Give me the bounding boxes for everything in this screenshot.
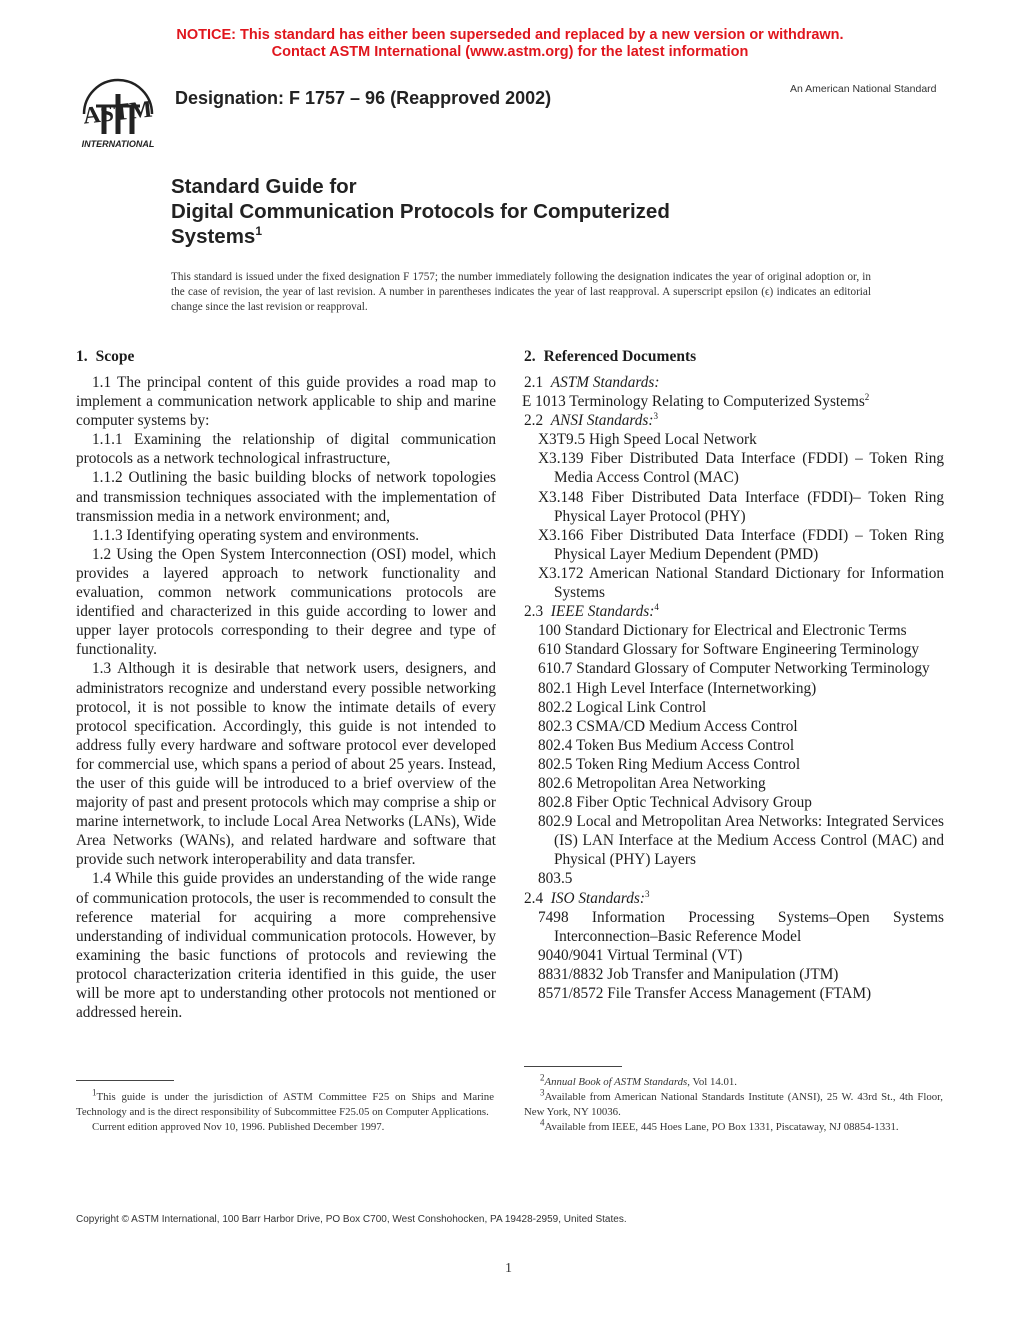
ref-item: X3.166 Fiber Distributed Data Interface (FDDI) – Token Ring Physical Layer Medium Dependent (PMD) (538, 526, 944, 563)
footnote-1-mark: 1 (92, 1087, 97, 1098)
iso-label: ISO Standards: (550, 889, 645, 907)
ref-item: 610 Standard Glossary for Software Engineering Terminology (538, 641, 919, 659)
notice-line-1: NOTICE: This standard has either been superseded and replaced by a new version or withdrawn. (176, 27, 844, 43)
footnote-1-text: This guide is under the jurisdiction of ASTM Committee F25 on Ships and Marine Technology and is the direct responsibility of Subcommittee F25.05 on Computer Applications. (76, 1091, 494, 1118)
title-line-3-text: Systems (171, 225, 256, 248)
scope-heading (76, 347, 496, 367)
document-title (171, 174, 871, 249)
ref-item: 100 Standard Dictionary for Electrical and Electronic Terms (538, 622, 907, 640)
ref-item: 7498 Information Processing Systems–Open Systems Interconnection–Basic Reference Model (538, 908, 944, 945)
footnote-2-rest: , Vol 14.01. (687, 1076, 737, 1088)
ieee-label: IEEE Standards: (550, 603, 655, 621)
footnote-2-mark: 2 (540, 1072, 545, 1083)
astm-num: 2.1 (524, 374, 544, 391)
scope-section (76, 347, 496, 1022)
copyright: Copyright © ASTM International, 100 Barr Harbor Drive, PO Box C700, West Conshohocken, PA 19428-2959, United States. (76, 1214, 627, 1225)
footnote-4-text: Available from IEEE, 445 Hoes Lane, PO Box 1331, Piscataway, NJ 08854-1331. (544, 1121, 899, 1133)
ref-item: 8831/8832 Job Transfer and Manipulation (JTM) (538, 965, 839, 983)
ieee-sup: 4 (654, 602, 659, 613)
ref-item: 802.4 Token Bus Medium Access Control (538, 736, 795, 754)
iso-num: 2.4 (524, 889, 544, 907)
title-footnote-mark: 1 (255, 224, 263, 239)
footnote-3-text: Available from American National Standards Institute (ANSI), 25 W. 43rd St., 4th Floor, New York, NY 10036. (524, 1091, 943, 1118)
ref-item: 802.3 CSMA/CD Medium Access Control (538, 717, 798, 735)
title-line-2: Digital Communication Protocols for Computerized (171, 200, 670, 223)
ref-item: 802.6 Metropolitan Area Networking (538, 774, 766, 792)
footnote-3-mark: 3 (540, 1087, 545, 1098)
ref-item: X3.172 American National Standard Dictionary for Information Systems (538, 564, 944, 602)
ref-item: 8571/8572 File Transfer Access Management (FTAM) (538, 985, 872, 1002)
ieee-standards-label (524, 602, 944, 621)
notice-line-2: Contact ASTM International (www.astm.org) for the latest information (271, 44, 749, 60)
ansi-num: 2.2 (524, 412, 544, 430)
footnote-2-italic: Annual Book of ASTM Standards (544, 1076, 688, 1088)
national-standard-label: An American National Standard (790, 83, 937, 95)
para-1-1-2: 1.1.2 Outlining the basic building blocks of network topologies and transmission techniques associated with the implementation of transmission media in a network environment; and, (76, 469, 496, 525)
footnote-1 (76, 1087, 494, 1120)
ref-item: 803.5 (538, 870, 573, 888)
astm-standards-label (524, 373, 944, 392)
designation: Designation: F 1757 – 96 (Reapproved 2002) (175, 88, 552, 108)
title-line-3 (171, 224, 871, 249)
footnote-divider-left (76, 1080, 174, 1081)
withdrawal-notice (0, 27, 1020, 61)
footnote-4-mark: 4 (540, 1117, 545, 1128)
ref-item: X3.148 Fiber Distributed Data Interface (FDDI)– Token Ring Physical Layer Protocol (PHY) (538, 488, 944, 525)
scope-number: 1. (76, 348, 88, 365)
ref-item: 9040/9041 Virtual Terminal (VT) (538, 946, 743, 964)
footnotes-right (524, 1072, 943, 1135)
logo-text: ASTM (81, 96, 154, 130)
para-1-1-3: 1.1.3 Identifying operating system and environments. (92, 526, 420, 544)
ref-item: X3T9.5 High Speed Local Network (538, 431, 757, 449)
page-number: 1 (505, 1261, 512, 1276)
para-1-4: 1.4 While this guide provides an understanding of the wide range of communication protocols, the user is recommended to consult the reference material for acquiring a more comprehensive understanding of individual communication protocols. However, by examining the basic functions of protocols and reviewing the protocol characterization criteria identified in this guide, the user will be more apt to understanding other protocols not mentioned or addressed herein. (76, 870, 496, 1022)
ansi-standards-label (524, 411, 944, 430)
ref-item (524, 392, 944, 411)
footnote-2 (524, 1072, 943, 1090)
ansi-label: ANSI Standards: (550, 412, 654, 430)
referenced-documents-section (524, 347, 944, 1003)
ieee-num: 2.3 (524, 603, 544, 621)
para-1-3: 1.3 Although it is desirable that network users, designers, and administrators recognize and understand every possible networking protocol, it is not possible to know the intimate details of every protocol specification. Accordingly, this guide is not intended to address fully every hardware and software protocol ever developed for commercial use, which spans a period of about 25 years. Instead, the user of this guide will be introduced to a brief overview of the majority of past and present protocols which may comprise a ship or marine internetwork, to include Local Area Networks (LANs), Wide Area Networks (WANs), and related hardware and software that provide such network interoperability and data transfer. (76, 660, 496, 869)
iso-sup: 3 (644, 888, 650, 899)
footnote-3 (524, 1087, 943, 1120)
referenced-number: 2. (524, 348, 536, 365)
astm-logo (74, 76, 162, 150)
ref-item: 802.5 Token Ring Medium Access Control (538, 755, 801, 773)
para-1-2: 1.2 Using the Open System Interconnection (OSI) model, which provides a layered approach to network functionality and evaluation, common network communications protocols are identified and characterized in this guide according to lower and upper layer protocols corresponding to their degree and type of functionality. (76, 545, 496, 659)
ref-item: 802.9 Local and Metropolitan Area Networks: Integrated Services (IS) LAN Interface at the Medium Access Control (MAC) and Physical (PHY) Layers (538, 813, 944, 869)
ref-item: 802.1 High Level Interface (Internetworking) (538, 679, 817, 697)
para-1-1: 1.1 The principal content of this guide provides a road map to implement a communication network applicable to ship and marine computer systems by: (76, 374, 496, 430)
edition-note: Current edition approved Nov 10, 1996. Published December 1997. (92, 1121, 385, 1133)
ref-text: E 1013 Terminology Relating to Computerized Systems (522, 393, 865, 411)
logo-subtext: INTERNATIONAL (81, 139, 155, 149)
footnotes-left (76, 1087, 494, 1135)
footnote-divider-right (524, 1066, 622, 1067)
referenced-heading (524, 347, 944, 367)
title-line-1: Standard Guide for (171, 175, 357, 198)
iso-standards-label (524, 889, 944, 908)
ref-item: 802.8 Fiber Optic Technical Advisory Group (538, 794, 812, 812)
footnote-4 (524, 1117, 943, 1135)
ref-item: X3.139 Fiber Distributed Data Interface (FDDI) – Token Ring Media Access Control (MAC) (538, 450, 944, 487)
astm-label: ASTM Standards: (550, 374, 660, 391)
para-1-1-1: 1.1.1 Examining the relationship of digital communication protocols as a network technological infrastructure, (76, 431, 496, 468)
referenced-heading-text: Referenced Documents (543, 348, 697, 365)
ref-sup: 2 (864, 392, 870, 402)
ref-item: 802.2 Logical Link Control (538, 698, 707, 716)
issued-note: This standard is issued under the fixed designation F 1757; the number immediately following the designation indicates the year of original adoption or, in the case of revision, the year of last revision. A number in parentheses indicates the year of last reapproval. A superscript epsilon (ϵ) indicates an editorial change since the last revision or reapproval. (171, 271, 871, 313)
ansi-sup: 3 (653, 411, 658, 422)
scope-heading-text: Scope (95, 348, 135, 365)
ref-item: 610.7 Standard Glossary of Computer Networking Terminology (538, 660, 930, 678)
